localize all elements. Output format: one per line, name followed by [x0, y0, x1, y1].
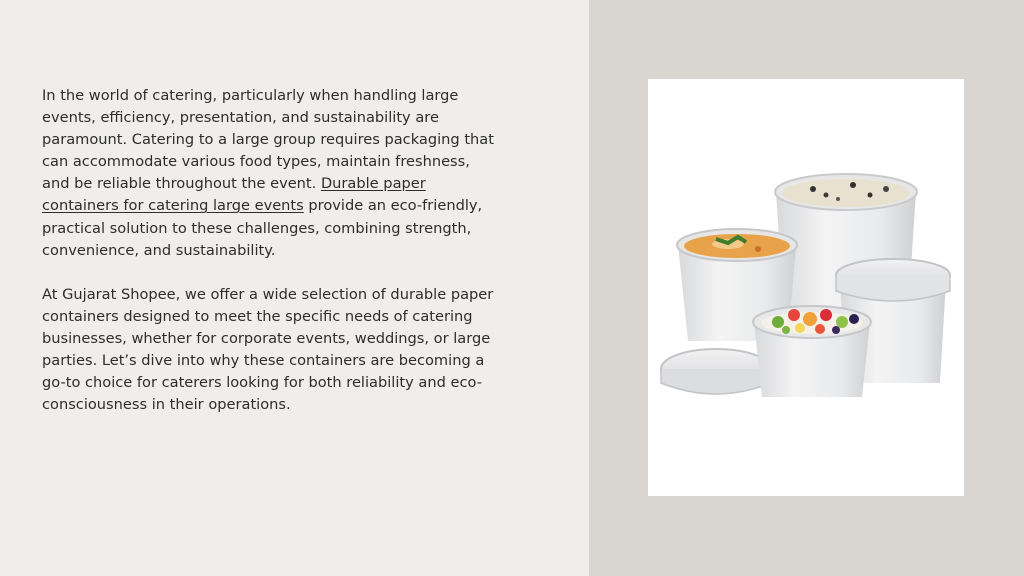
fruit-container-icon [753, 306, 871, 397]
paper-containers-photo [648, 79, 964, 496]
paper-containers-link[interactable]: Durable paper containers for catering large events [42, 175, 426, 215]
article-body [42, 85, 500, 416]
intro-paragraph [42, 85, 500, 262]
containers-illustration [648, 79, 964, 496]
loose-lid-icon [661, 349, 771, 394]
intro-text: In the world of catering, particularly when handling large events, efficiency, presentation, and sustainability are paramount. Catering to a large group requires packaging that can accommodate various food types, maintain freshness, and be reliable throughout the event. [42, 87, 494, 193]
intro-text-end: provide an eco-friendly, practical solution to these challenges, combining strength, convenience, and sustainability. [42, 197, 483, 259]
offer-paragraph: At Gujarat Shopee, we offer a wide selection of durable paper containers designed to meet the specific needs of catering businesses, whether for corporate events, weddings, or large parties. Let’s dive into why these containers are becoming a go-to choice for caterers looking for both reliability and eco-consciousness in their operations. [42, 285, 494, 414]
